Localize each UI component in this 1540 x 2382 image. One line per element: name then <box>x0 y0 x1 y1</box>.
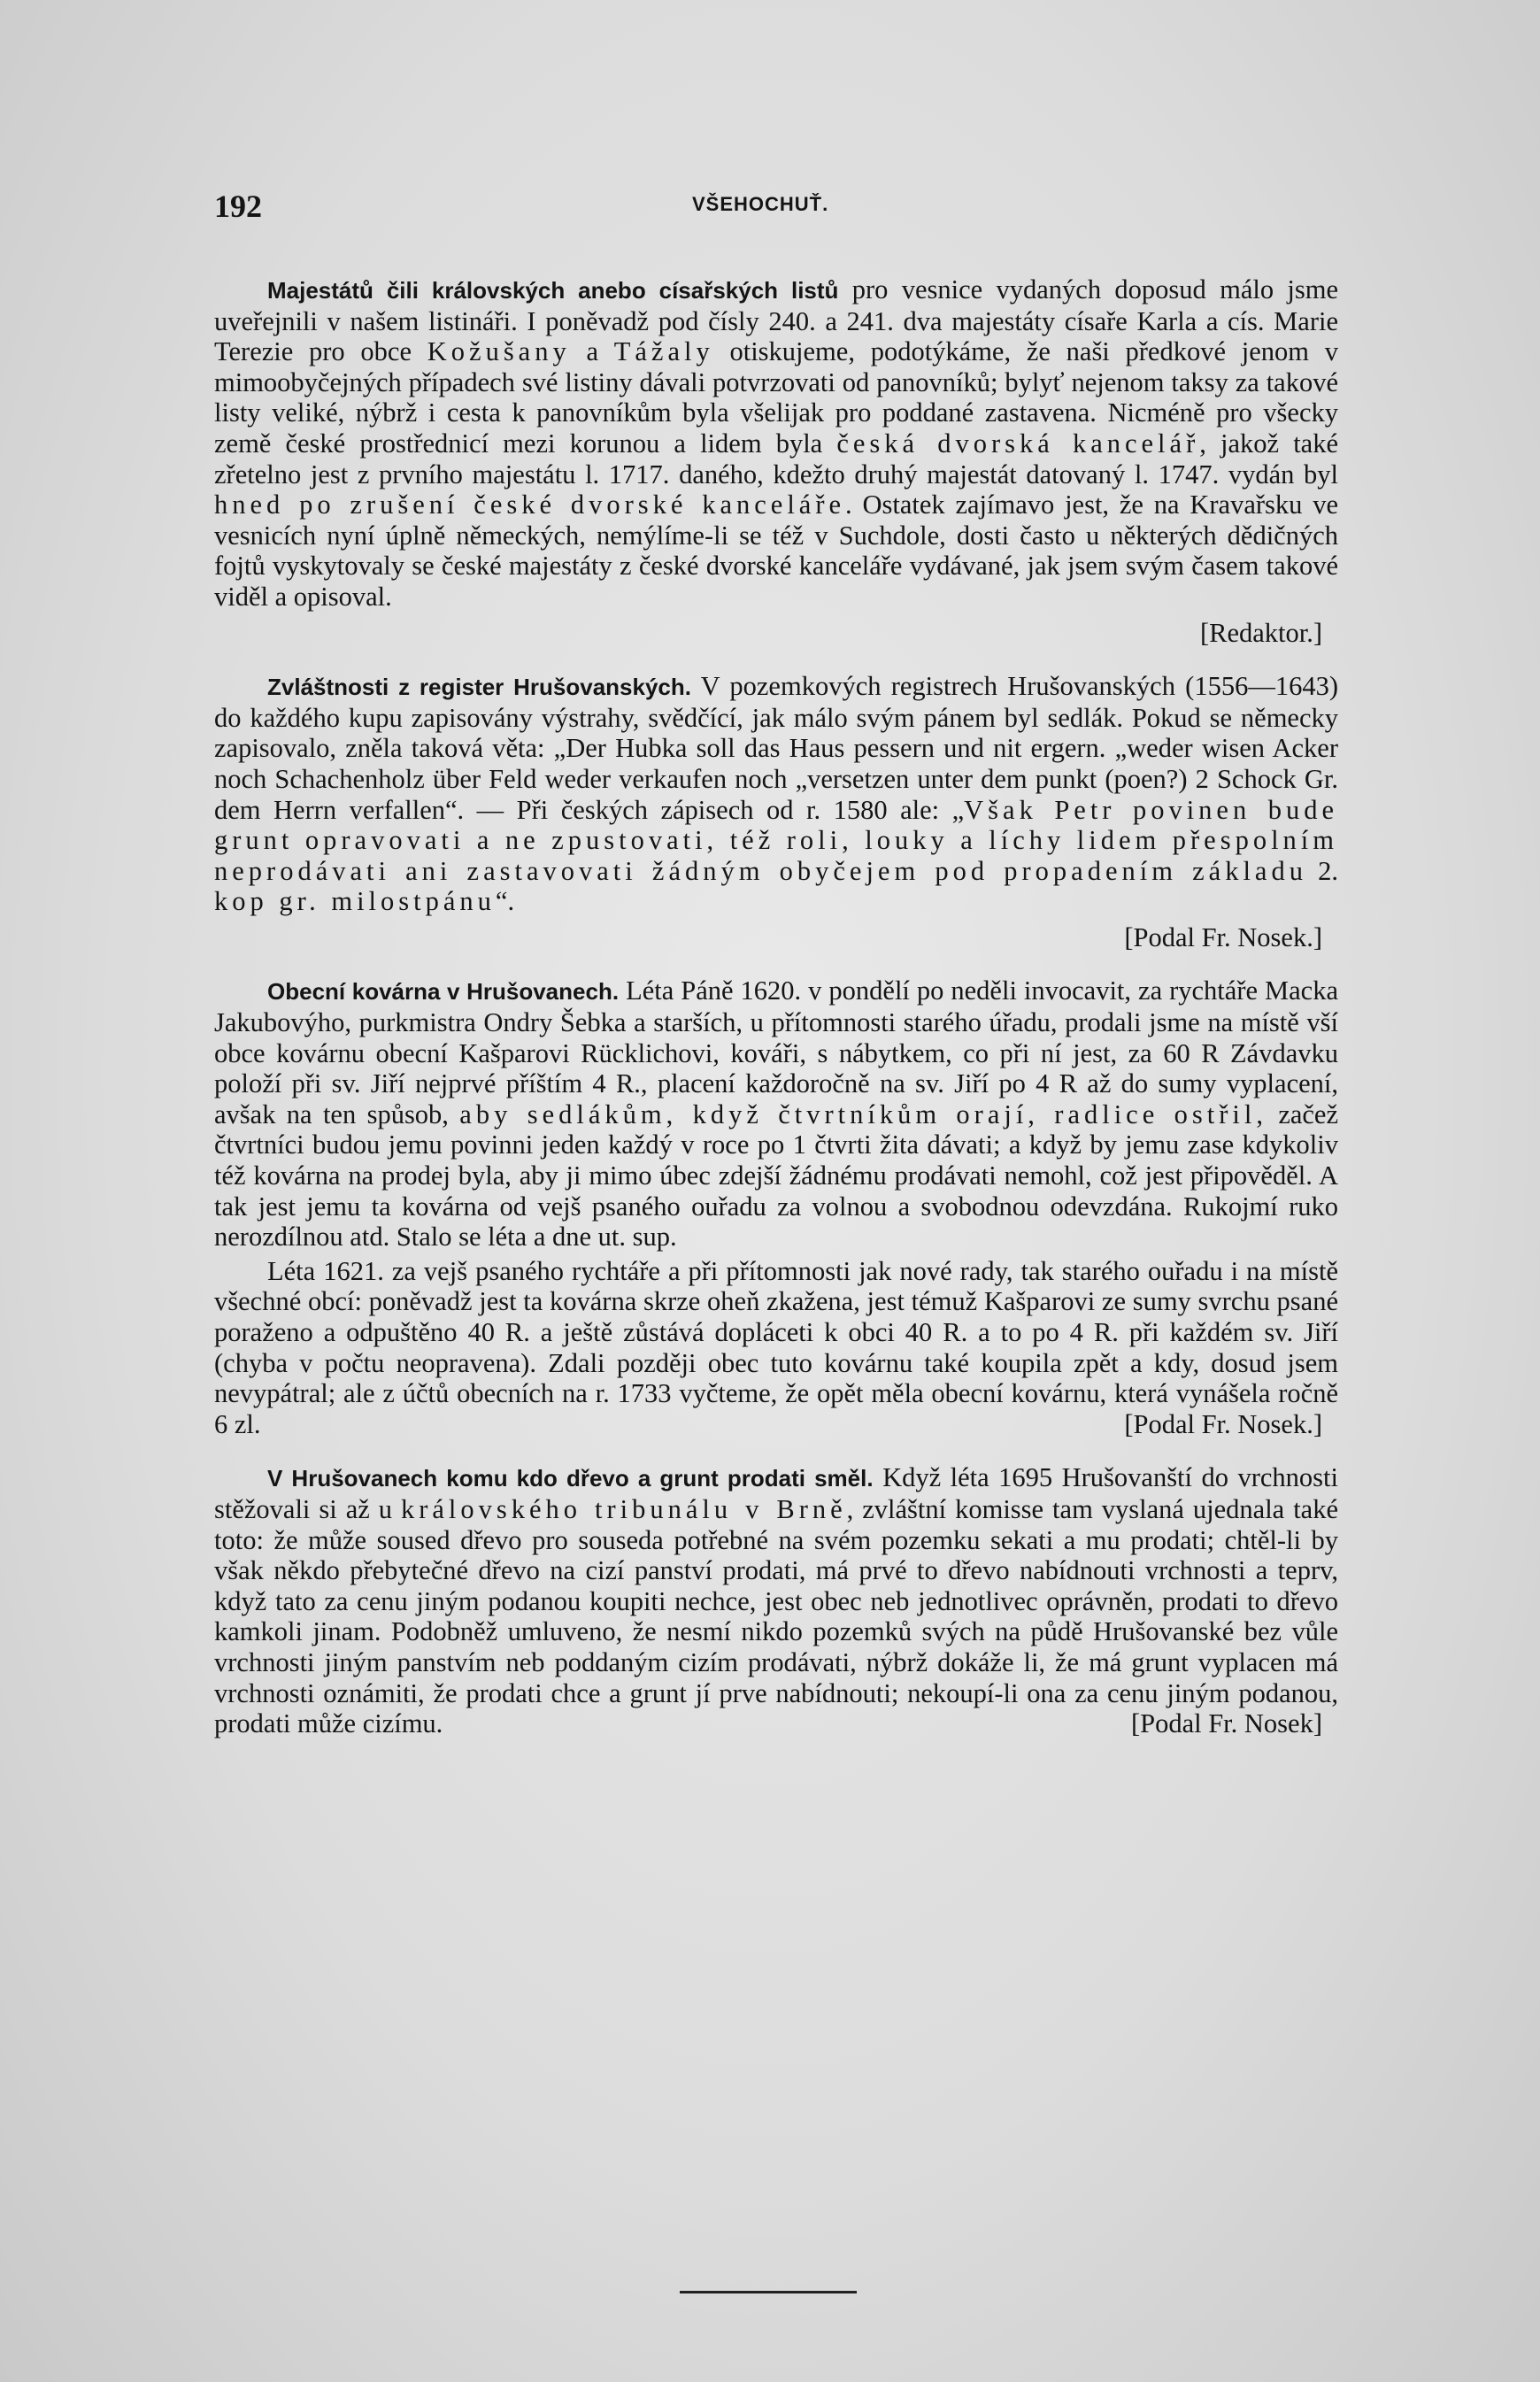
spaced-text: česká dvorská kancelář <box>836 428 1200 459</box>
spaced-text: Tážaly <box>613 336 714 367</box>
body-text: Léta 1621. za vejš psaného rychtáře a při přítomnosti jak nové rady, tak starého ouřadu i na místě všechné obcí: poněvadž jest ta kovárna skrze oheň zkažena, jest témuž Kašparovi ze sumy svrchu psané poraženo a odpuštěno 40 R. a ještě zůstává dopláceti k obci 40 R. a to po 4 R. při každém sv. Jiří (chyba v počtu neopravena). Zdali později obec tuto kovárnu také koupila zpět a kdy, dosud jsem nevypátral; ale z účtů obecních na r. 1733 vyčteme, že opět měla obecní kovárnu, která vynášela ročně 6 zl. <box>214 1255 1338 1439</box>
body-text: pro vesnice vydaných doposud málo jsme uveřejnili v našem listináři. I poněvadž pod čísly 240. a 241. dva majestáty císaře Karla a cís. Marie Terezie pro obce <box>214 274 1339 367</box>
article-signature: [Podal Fr. Nosek.] <box>1124 921 1322 952</box>
article-heading: Majestátů čili královských anebo císařských listů <box>267 277 839 304</box>
article-heading: Obecní kovárna v Hrušovanech. <box>267 978 620 1006</box>
article-signature: [Podal Fr. Nosek] <box>1130 1708 1322 1739</box>
article-paragraph <box>214 975 1338 1252</box>
body-text: “. <box>495 886 515 917</box>
article-kovarna <box>214 975 1338 1439</box>
body-text: začež čtvrtníci budou jemu povinni jeden každý v roce po 1 čtvrti žita dávati; a když by jemu zase kdykoliv též kovárna na prodej byla, aby ji mimo úbec zdejší žádnému prodávati nemohl, což jest připověděl. A tak jest jemu ta kovárna od vejš psaného ouřadu za volnou a svobodnou odevzdána. Rukojmí ruko nerozdílnou atd. Stalo se léta a dne ut. sup. <box>214 1098 1338 1253</box>
article-signature: [Podal Fr. Nosek.] <box>1124 1408 1322 1439</box>
article-majestaty <box>214 274 1338 648</box>
spaced-text: kop gr. milostpánu <box>214 886 496 917</box>
spaced-text: královského tribunálu v Brně <box>400 1493 847 1524</box>
article-heading: V Hrušovanech komu kdo dřevo a grunt prodati směl. <box>267 1465 874 1492</box>
article-paragraph <box>214 1462 1338 1738</box>
body-text: Léta Páně 1620. v pondělí po neděli invocavit, za rychtáře Macka Jakubovýho, purkmistra Ondry Šebka a starších, u přítomnosti starého úřadu, prodali jsme na místě vší obce kovárnu obecní Kašparovi Rücklichovi, kováři, s nábytkem, co při ní jest, za 60 R Závdavku položí při sv. Jiří nejprvé příštím 4 R., placení každoročně na sv. Jiří po 4 R až do sumy vyplacení, avšak na ten spůsob, <box>214 975 1338 1129</box>
spaced-text: hned po zrušení české dvorské kanceláře <box>214 490 846 520</box>
running-title: VŠEHOCHUŤ. <box>692 193 829 215</box>
article-heading: Zvláštnosti z register Hrušovanských. <box>267 674 691 701</box>
article-paragraph <box>214 1256 1338 1440</box>
article-zvlastnosti <box>214 671 1338 952</box>
body-text: , zvláštní komisse tam vyslaná ujednala také toto: že může soused dřevo pro souseda potřebné na svém pozemku sekati a mu prodati; chtěl-li by však někdo přebytečné dřevo na cizí panství prodati, má prvé to dřevo nabídnouti vrchnosti a teprv, když tato za cenu jiným podanou koupiti nechce, jest obec neb jednotlivec oprávněn, prodati to dřevo kamkoli jinam. Podobněž umluveno, že nesmí nikdo pozemků svých na půdě Hrušovanské bez vůle vrchnosti jiným panstvím neb poddaným cizím prodávati, nýbrž dokáže li, že má grunt vyplacen má vrchnosti oznámiti, že prodati chce a grunt jí prve nabídnouti; nekoupí-li ona za cenu jiným podanou, prodati může cizímu. <box>214 1493 1338 1739</box>
body-text: otiskujeme, podotýkáme, že naši předkové jenom v mimoobyčejných případech své listiny dávali potvrzovati od panovníků; bylyť nejenom taksy za takové listy veliké, nýbrž i cesta k panovníkům byla všelijak pro poddané zastavena. Nicméně pro všecky země české prostřednicí mezi korunou a lidem byla <box>214 336 1338 459</box>
page-header <box>214 188 1338 232</box>
article-paragraph <box>214 671 1338 917</box>
body-text: , jakož také zřetelno jest z prvního majestátu l. 1717. daného, kdežto druhý majestát datovaný l. 1747. vydán byl <box>214 428 1338 490</box>
body-text: 2. <box>1306 855 1339 886</box>
spaced-text: Však Petr povinen bude grunt opravovati a ne zpustovati, též roli, louky a líchy lidem přespolním neprodávati ani zastavovati žádným obyčejem pod propadením základu <box>214 794 1338 886</box>
body-text: a <box>570 336 614 367</box>
article-paragraph <box>214 274 1338 613</box>
spaced-text: Kožušany <box>427 336 571 367</box>
text-column <box>214 274 1338 1762</box>
body-text: V pozemkových registrech Hrušovanských (1556—1643) do každého kupu zapisovány výstrahy, svědčící, jak málo svým pánem byl sedlák. Pokud se německy zapisovalo, zněla taková věta: „Der Hubka soll das Haus pessern und nit ergern. „weder wisen Acker noch Schachenholz über Feld weder verkaufen noch „versetzen unter dem punkt (poen?) 2 Schock Gr. dem Herrn verfallen“. — Při českých zápisech od r. 1580 ale: „ <box>214 671 1338 825</box>
page-number: 192 <box>214 189 262 224</box>
end-rule <box>680 2291 857 2293</box>
body-text: . Ostatek zajímavo jest, že na Kravařsku ve vesnicích nyní úplně německých, nemýlíme-li se též v Suchdole, dosti často u některých dědičných fojtů vyskytovaly se české majestáty z české dvorské kanceláře vydávané, jak jsem svým časem takové viděl a opisoval. <box>214 490 1338 612</box>
spaced-text: aby sedlákům, když čtvrtníkům orají, radlice ostřil, <box>459 1098 1267 1129</box>
body-text: Když léta 1695 Hrušovanští do vrchnosti stěžovali si až u <box>214 1462 1338 1524</box>
article-signature: [Redaktor.] <box>1199 617 1322 648</box>
article-drevo-grunt <box>214 1462 1338 1738</box>
